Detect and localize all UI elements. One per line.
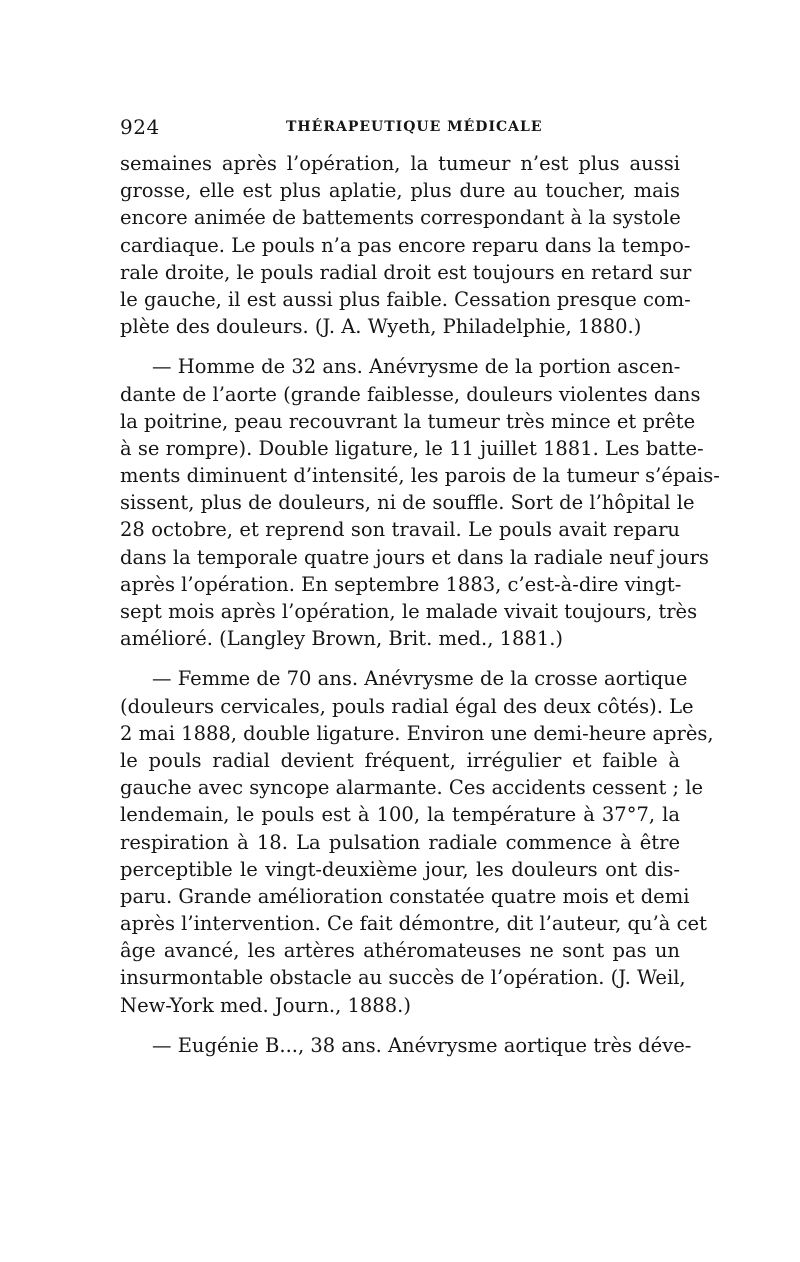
- paragraph-2: [120, 353, 720, 652]
- text-line: 2 mai 1888, double ligature. Environ une demi-heure après,: [120, 721, 714, 745]
- paragraph-1: [120, 150, 692, 340]
- paragraph-spacer: [120, 652, 680, 665]
- text-line: New-York med. Journ., 1888.): [120, 993, 411, 1017]
- text-line: après l’opération. En septembre 1883, c’est-à-dire vingt-: [120, 572, 682, 596]
- text-line: paru. Grande amélioration constatée quatre mois et demi: [120, 884, 690, 908]
- text-line: ments diminuent d’intensité, les parois de la tumeur s’épais-: [120, 464, 720, 488]
- body-text: [120, 150, 720, 1059]
- text-line: (douleurs cervicales, pouls radial égal des deux côtés). Le: [120, 694, 694, 718]
- text-line: le gauche, il est aussi plus faible. Cessation presque com-: [120, 287, 691, 311]
- text-line: perceptible le vingt-deuxième jour, les douleurs ont dis-: [120, 857, 680, 881]
- text-line: — Femme de 70 ans. Anévrysme de la crosse aortique: [152, 667, 688, 691]
- text-line: rale droite, le pouls radial droit est toujours en retard sur: [120, 260, 692, 284]
- text-line: après l’intervention. Ce fait démontre, dit l’auteur, qu’à cet: [120, 912, 707, 936]
- text-line: encore animée de battements correspondant à la systole: [120, 206, 681, 230]
- text-line: 28 octobre, et reprend son travail. Le pouls avait reparu: [120, 518, 680, 542]
- text-line: grosse, elle est plus aplatie, plus dure au toucher, mais: [120, 179, 680, 203]
- text-line: semaines après l’opération, la tumeur n’est plus aussi: [120, 152, 680, 175]
- text-line: cardiaque. Le pouls n’a pas encore reparu dans la tempo-: [120, 233, 691, 257]
- page-number: 924: [120, 115, 160, 139]
- paragraph-3: [120, 665, 714, 1018]
- paragraph-spacer: [120, 340, 680, 353]
- text-line: sissent, plus de douleurs, ni de souffle. Sort de l’hôpital le: [120, 491, 695, 515]
- text-line: la poitrine, peau recouvrant la tumeur très mince et prête: [120, 409, 696, 433]
- text-line: gauche avec syncope alarmante. Ces accidents cessent ; le: [120, 776, 704, 800]
- paragraph-spacer: [120, 1019, 680, 1032]
- paragraph-4: [120, 1032, 692, 1059]
- text-line: lendemain, le pouls est à 100, la température à 37°7, la: [120, 803, 680, 827]
- text-line: le pouls radial devient fréquent, irrégulier et faible à: [120, 748, 680, 772]
- text-line: insurmontable obstacle au succès de l’opération. (J. Weil,: [120, 966, 686, 990]
- text-line: plète des douleurs. (J. A. Wyeth, Philadelphie, 1880.): [120, 315, 642, 339]
- running-title: THÉRAPEUTIQUE MÉDICALE: [286, 119, 543, 135]
- text-line: dans la temporale quatre jours et dans la radiale neuf jours: [120, 545, 709, 569]
- text-line: sept mois après l’opération, le malade vivait toujours, très: [120, 600, 698, 623]
- text-line: respiration à 18. La pulsation radiale commence à être: [120, 830, 680, 854]
- text-line: — Homme de 32 ans. Anévrysme de la portion ascen-: [152, 355, 681, 379]
- text-line: âge avancé, les artères athéromateuses ne sont pas un: [120, 939, 680, 963]
- text-line: amélioré. (Langley Brown, Brit. med., 1881.): [120, 627, 564, 651]
- text-line: — Eugénie B..., 38 ans. Anévrysme aortique très déve-: [152, 1033, 692, 1057]
- text-line: dante de l’aorte (grande faiblesse, douleurs violentes dans: [120, 382, 701, 406]
- running-header: [120, 115, 680, 141]
- text-line: à se rompre). Double ligature, le 11 juillet 1881. Les batte-: [120, 436, 704, 460]
